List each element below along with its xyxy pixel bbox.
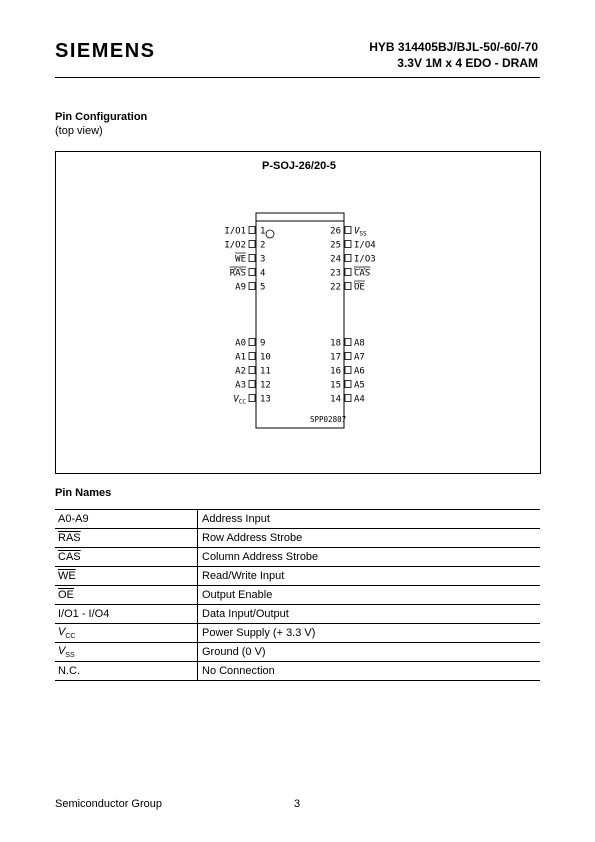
- header-rule: [55, 77, 540, 78]
- pin-number: 24: [330, 254, 341, 265]
- pin-name-label: A6: [354, 366, 365, 377]
- pin-names-table: [55, 509, 540, 681]
- pin-number: 14: [330, 394, 341, 405]
- pin-name-label: A0: [235, 338, 246, 349]
- pin-names-row: [55, 662, 540, 681]
- pin-description: Data Input/Output: [198, 605, 541, 624]
- pin-name-label: A3: [235, 380, 246, 391]
- pin-number: 17: [330, 352, 341, 363]
- pin-lead-right: [345, 227, 351, 234]
- pin-config-title: Pin Configuration: [55, 111, 148, 123]
- pin-symbol: N.C.: [55, 662, 198, 681]
- pin-number: 25: [330, 240, 341, 251]
- pin-number: 11: [260, 366, 271, 377]
- pin-name-label: I/O3: [354, 254, 376, 265]
- pin-names-row: [55, 643, 540, 662]
- package-label: P-SOJ-26/20-5: [262, 160, 336, 172]
- figure-id: SPP02807: [310, 415, 347, 424]
- pin-name-label: CAS: [354, 268, 371, 279]
- pin-symbol: $\overline{OE}$: [55, 586, 198, 605]
- pin-name-label: A7: [354, 352, 365, 363]
- pin-names-row: [55, 586, 540, 605]
- pin-name-label: A9: [235, 282, 246, 293]
- pin-name-label: A4: [354, 394, 365, 405]
- pin-lead-right: [345, 241, 351, 248]
- pin-symbol: $\overline{RAS}$: [55, 529, 198, 548]
- pin-number: 22: [330, 282, 341, 293]
- pin-names-row: [55, 529, 540, 548]
- pin-names-row: [55, 567, 540, 586]
- pin-number: 10: [260, 352, 271, 363]
- pin-name-label: $V_{SS}$: [354, 226, 367, 238]
- pin-lead-left: [249, 339, 255, 346]
- pin-symbol: $V_{CC}$: [55, 624, 198, 643]
- pin-description: Read/Write Input: [198, 567, 541, 586]
- pin-names-row: [55, 510, 540, 529]
- pin-number: 4: [260, 268, 266, 279]
- pin-lead-right: [345, 367, 351, 374]
- pin-number: 13: [260, 394, 271, 405]
- pin-names-row: [55, 605, 540, 624]
- pin-lead-left: [249, 353, 255, 360]
- pin-name-label: I/O4: [354, 240, 376, 251]
- pin-number: 3: [260, 254, 266, 265]
- pin-number: 15: [330, 380, 341, 391]
- pin-lead-right: [345, 283, 351, 290]
- pin-name-label: I/O1: [224, 226, 246, 237]
- pin-number: 1: [260, 226, 266, 237]
- pin-name-label: A2: [235, 366, 246, 377]
- page-number: 3: [294, 798, 301, 810]
- pin-lead-right: [345, 353, 351, 360]
- footer-left: Semiconductor Group: [55, 798, 162, 810]
- pin-symbol: $\overline{CAS}$: [55, 548, 198, 567]
- pin-number: 26: [330, 226, 341, 237]
- pin-number: 18: [330, 338, 341, 349]
- pin-lead-left: [249, 255, 255, 262]
- pin-symbol: $V_{SS}$: [55, 643, 198, 662]
- pin-lead-right: [345, 395, 351, 402]
- pin-description: Ground (0 V): [198, 643, 541, 662]
- part-description: 3.3V 1M x 4 EDO - DRAM: [397, 56, 538, 70]
- pin-configuration-figure: [55, 151, 541, 474]
- pin-description: Row Address Strobe: [198, 529, 541, 548]
- pin-symbol: $\overline{WE}$: [55, 567, 198, 586]
- pin-lead-left: [249, 227, 255, 234]
- pin-name-label: A1: [235, 352, 246, 363]
- pin-number: 16: [330, 366, 341, 377]
- pin-description: Column Address Strobe: [198, 548, 541, 567]
- pin-symbol: I/O1 - I/O4: [55, 605, 198, 624]
- pinout-diagram: [56, 152, 540, 473]
- pin-symbol: A0-A9: [55, 510, 198, 529]
- pin1-marker: [266, 230, 274, 238]
- pin-name-label: A5: [354, 380, 365, 391]
- pin-lead-left: [249, 395, 255, 402]
- pin-names-title: Pin Names: [55, 487, 112, 499]
- pin-description: Address Input: [198, 510, 541, 529]
- pin-lead-left: [249, 241, 255, 248]
- pin-lead-right: [345, 255, 351, 262]
- part-number: HYB 314405BJ/BJL-50/-60/-70: [369, 40, 538, 54]
- pin-description: Output Enable: [198, 586, 541, 605]
- pin-number: 5: [260, 282, 266, 293]
- pin-lead-left: [249, 367, 255, 374]
- pin-config-subtitle: (top view): [55, 125, 103, 137]
- pin-names-row: [55, 624, 540, 643]
- pin-names-row: [55, 548, 540, 567]
- pin-name-label: A8: [354, 338, 365, 349]
- pin-number: 23: [330, 268, 341, 279]
- pin-number: 9: [260, 338, 266, 349]
- pin-lead-right: [345, 269, 351, 276]
- pin-name-label: OE: [354, 282, 365, 293]
- pin-number: 12: [260, 380, 271, 391]
- pin-lead-left: [249, 269, 255, 276]
- pin-lead-right: [345, 381, 351, 388]
- pin-name-label: RAS: [229, 268, 246, 279]
- siemens-logo: SIEMENS: [55, 40, 156, 62]
- pin-name-label: $V_{CC}$: [233, 394, 246, 406]
- pin-lead-left: [249, 283, 255, 290]
- pin-name-label: WE: [235, 254, 246, 265]
- pin-description: No Connection: [198, 662, 541, 681]
- pin-lead-right: [345, 339, 351, 346]
- pin-description: Power Supply (+ 3.3 V): [198, 624, 541, 643]
- pin-name-label: I/O2: [224, 240, 246, 251]
- pin-lead-left: [249, 381, 255, 388]
- pin-number: 2: [260, 240, 266, 251]
